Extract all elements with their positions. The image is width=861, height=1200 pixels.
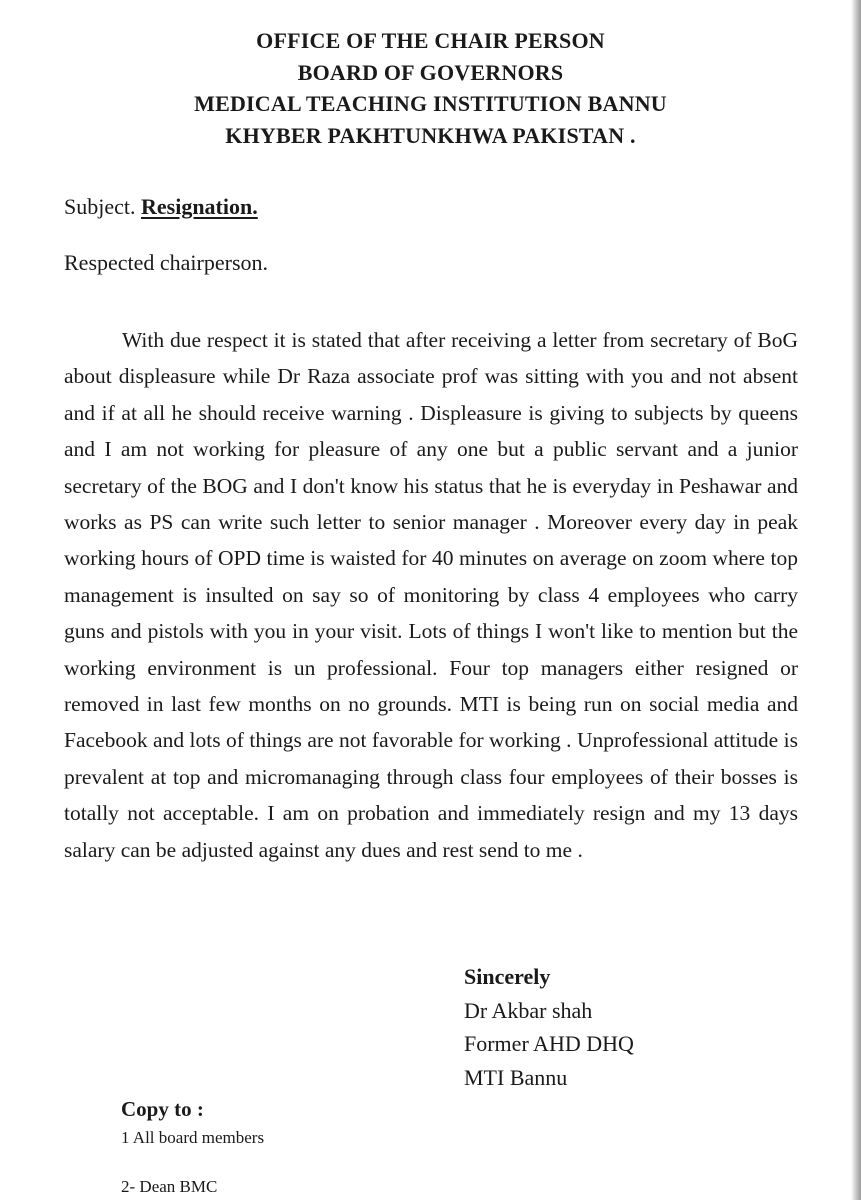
- signature-title: Former AHD DHQ: [464, 1031, 634, 1056]
- letterhead-institution: MEDICAL TEACHING INSTITUTION BANNU: [194, 91, 667, 116]
- copy-to-item: 1 All board members: [121, 1128, 265, 1147]
- subject-value: Resignation.: [141, 194, 258, 219]
- subject-label: Subject.: [64, 194, 141, 219]
- salutation: Respected chairperson.: [64, 250, 269, 275]
- signature-organization: MTI Bannu: [464, 1064, 568, 1090]
- letterhead-board: BOARD OF GOVERNORS: [297, 59, 564, 85]
- letterhead-province: KHYBER PAKHTUNKHWA PAKISTAN .: [225, 122, 636, 148]
- copy-to-item: 2- Dean BMC: [121, 1177, 218, 1196]
- letterhead: [0, 25, 861, 151]
- signature-name: Dr Akbar shah: [464, 997, 593, 1023]
- letterhead-office: OFFICE OF THE CHAIR PERSON: [256, 28, 605, 53]
- subject-line: [64, 192, 258, 222]
- signature-block: [464, 960, 634, 1094]
- page-edge-shadow: [851, 0, 861, 1200]
- letter-body: With due respect it is stated that after receiving a letter from secretary of BoG about displeasure while Dr Raza associate prof was sitting with you and not absent and if at all he should receive warning . Displeasure is giving to subjects by queens and I am not working for pleasure of any one but a public servant and a junior secretary of the BOG and I don't know his status that he is everyday in Peshawar and works as PS can write such letter to senior manager . Moreover every day in peak working hours of OPD time is waisted for 40 minutes on average on zoom where top management is insulted on say so of monitoring by class 4 employees who carry guns and pistols with you in your visit. Lots of things I won't like to mention but the working environment is un professional. Four top managers either resigned or removed in last few months on no grounds. MTI is being run on social media and Facebook and lots of things are not favorable for working . Unprofessional attitude is prevalent at top and micromanaging through class four employees of their bosses is totally not acceptable. I am on probation and immediately resign and my 13 days salary can be adjusted against any dues and rest send to me .: [64, 328, 798, 862]
- signature-closing: Sincerely: [464, 964, 551, 989]
- copy-to-heading: Copy to :: [121, 1097, 204, 1121]
